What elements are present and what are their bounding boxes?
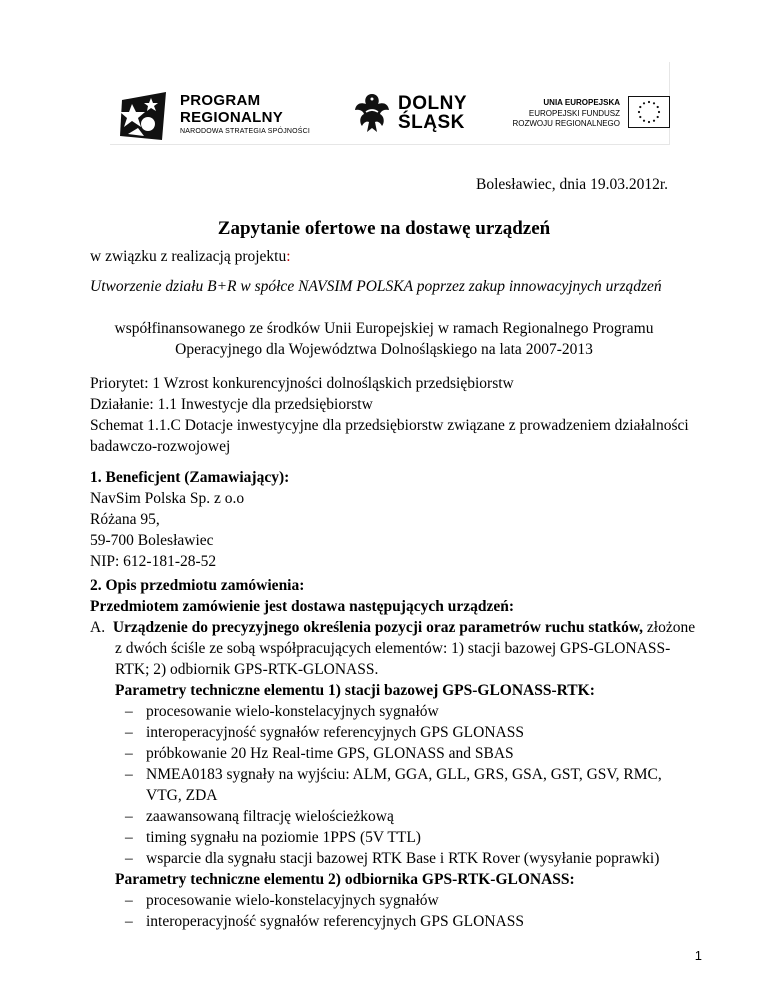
- intro-line: [90, 246, 690, 267]
- dolny-slask-logo: [354, 90, 474, 140]
- section1-heading: 1. Beneficjent (Zamawiający):: [90, 469, 290, 486]
- eu-logo-line2: EUROPEJSKI FUNDUSZ: [528, 108, 620, 118]
- section-order-description: [90, 575, 700, 932]
- eagle-crest-icon: [354, 90, 390, 136]
- action-line: Działanie: 1.1 Inwestycje dla przedsiębiorstw: [90, 396, 373, 413]
- params1-heading: Parametry techniczne elementu 1) stacji bazowej GPS-GLONASS-RTK:: [115, 682, 595, 699]
- item-a: [90, 617, 700, 680]
- item-a-title: Urządzenie do precyzyjnego określenia pozycji oraz parametrów ruchu statków,: [112, 619, 644, 636]
- list-item: – interoperacyjność sygnałów referencyjnych GPS GLONASS: [90, 911, 700, 932]
- item-a-description: złożone z dwóch ściśle ze sobą współpracujących elementów: 1) stacji bazowej GPS-GLONASS-RTK; 2) odbiornik GPS-RTK-GLONASS.: [115, 619, 696, 678]
- intro-text: w związku z realizacją projektu: [90, 248, 287, 265]
- params1-list: [90, 701, 700, 869]
- program-regionalny-logo: [118, 90, 328, 142]
- list-item: – próbkowanie 20 Hz Real-time GPS, GLONASS and SBAS: [90, 743, 700, 764]
- place-and-date: Bolesławiec, dnia 19.03.2012r.: [476, 176, 668, 193]
- list-item: – procesowanie wielo-konstelacyjnych sygnałów: [90, 890, 700, 911]
- beneficiary-city: 59-700 Bolesławiec: [90, 532, 214, 549]
- intro-colon: :: [286, 248, 291, 265]
- eu-fund-logo: [510, 96, 670, 136]
- params2-heading: Parametry techniczne elementu 2) odbiornika GPS-RTK-GLONASS:: [115, 871, 575, 888]
- params2-list: [90, 890, 700, 932]
- dolny-slask-line2: ŚLĄSK: [398, 112, 465, 133]
- eu-logo-line1: UNIA EUROPEJSKA: [543, 98, 620, 107]
- beneficiary-nip: NIP: 612-181-28-52: [90, 553, 217, 570]
- program-logo-subtitle: NARODOWA STRATEGIA SPÓJNOŚCI: [180, 128, 311, 135]
- scheme-line: Schemat 1.1.C Dotacje inwestycyjne dla przedsiębiorstw związane z prowadzeniem działalności badawczo-rozwojowej: [90, 417, 689, 455]
- list-item: – procesowanie wielo-konstelacyjnych sygnałów: [90, 701, 700, 722]
- eu-flag-icon: [628, 96, 670, 128]
- priority-line: Priorytet: 1 Wzrost konkurencyjności dolnośląskich przedsiębiorstw: [90, 375, 514, 392]
- program-star-logo-icon: [118, 90, 170, 142]
- page-number: 1: [694, 948, 702, 963]
- eu-logo-line3: ROZWOJU REGIONALNEGO: [512, 119, 620, 128]
- header-logo-bar: [110, 62, 670, 172]
- program-logo-line1: PROGRAM: [180, 92, 261, 109]
- project-name: Utworzenie działu B+R w spółce NAVSIM POLSKA poprzez zakup innowacyjnych urządzeń: [90, 278, 662, 295]
- header-divider: [110, 144, 670, 145]
- item-a-label: A.: [90, 619, 106, 636]
- beneficiary-name: NavSim Polska Sp. z o.o: [90, 490, 245, 507]
- program-info: [90, 373, 690, 457]
- list-item: – NMEA0183 sygnały na wyjściu: ALM, GGA, GLL, GRS, GSA, GST, GSV, RMC, VTG, ZDA: [90, 764, 700, 806]
- program-logo-line2: REGIONALNY: [180, 109, 284, 126]
- section2-subheading: Przedmiotem zamówienie jest dostawa następujących urządzeń:: [90, 598, 515, 615]
- beneficiary-street: Różana 95,: [90, 511, 160, 528]
- list-item: – wsparcie dla sygnału stacji bazowej RTK Base i RTK Rover (wysyłanie poprawki): [90, 848, 700, 869]
- section2-heading: 2. Opis przedmiotu zamówienia:: [90, 577, 305, 594]
- list-item: – interoperacyjność sygnałów referencyjnych GPS GLONASS: [90, 722, 700, 743]
- dolny-slask-line1: DOLNY: [398, 93, 467, 114]
- list-item: – timing sygnału na poziomie 1PPS (5V TTL): [90, 827, 700, 848]
- document-title: Zapytanie ofertowe na dostawę urządzeń: [217, 218, 551, 239]
- list-item: – zaawansowaną filtrację wielościeżkową: [90, 806, 700, 827]
- section-beneficiary: [90, 467, 690, 572]
- cofinancing-note: współfinansowanego ze środków Unii Europejskiej w ramach Regionalnego Programu Operacyjnego dla Województwa Dolnośląskiego na lata 2007-2013: [114, 320, 654, 358]
